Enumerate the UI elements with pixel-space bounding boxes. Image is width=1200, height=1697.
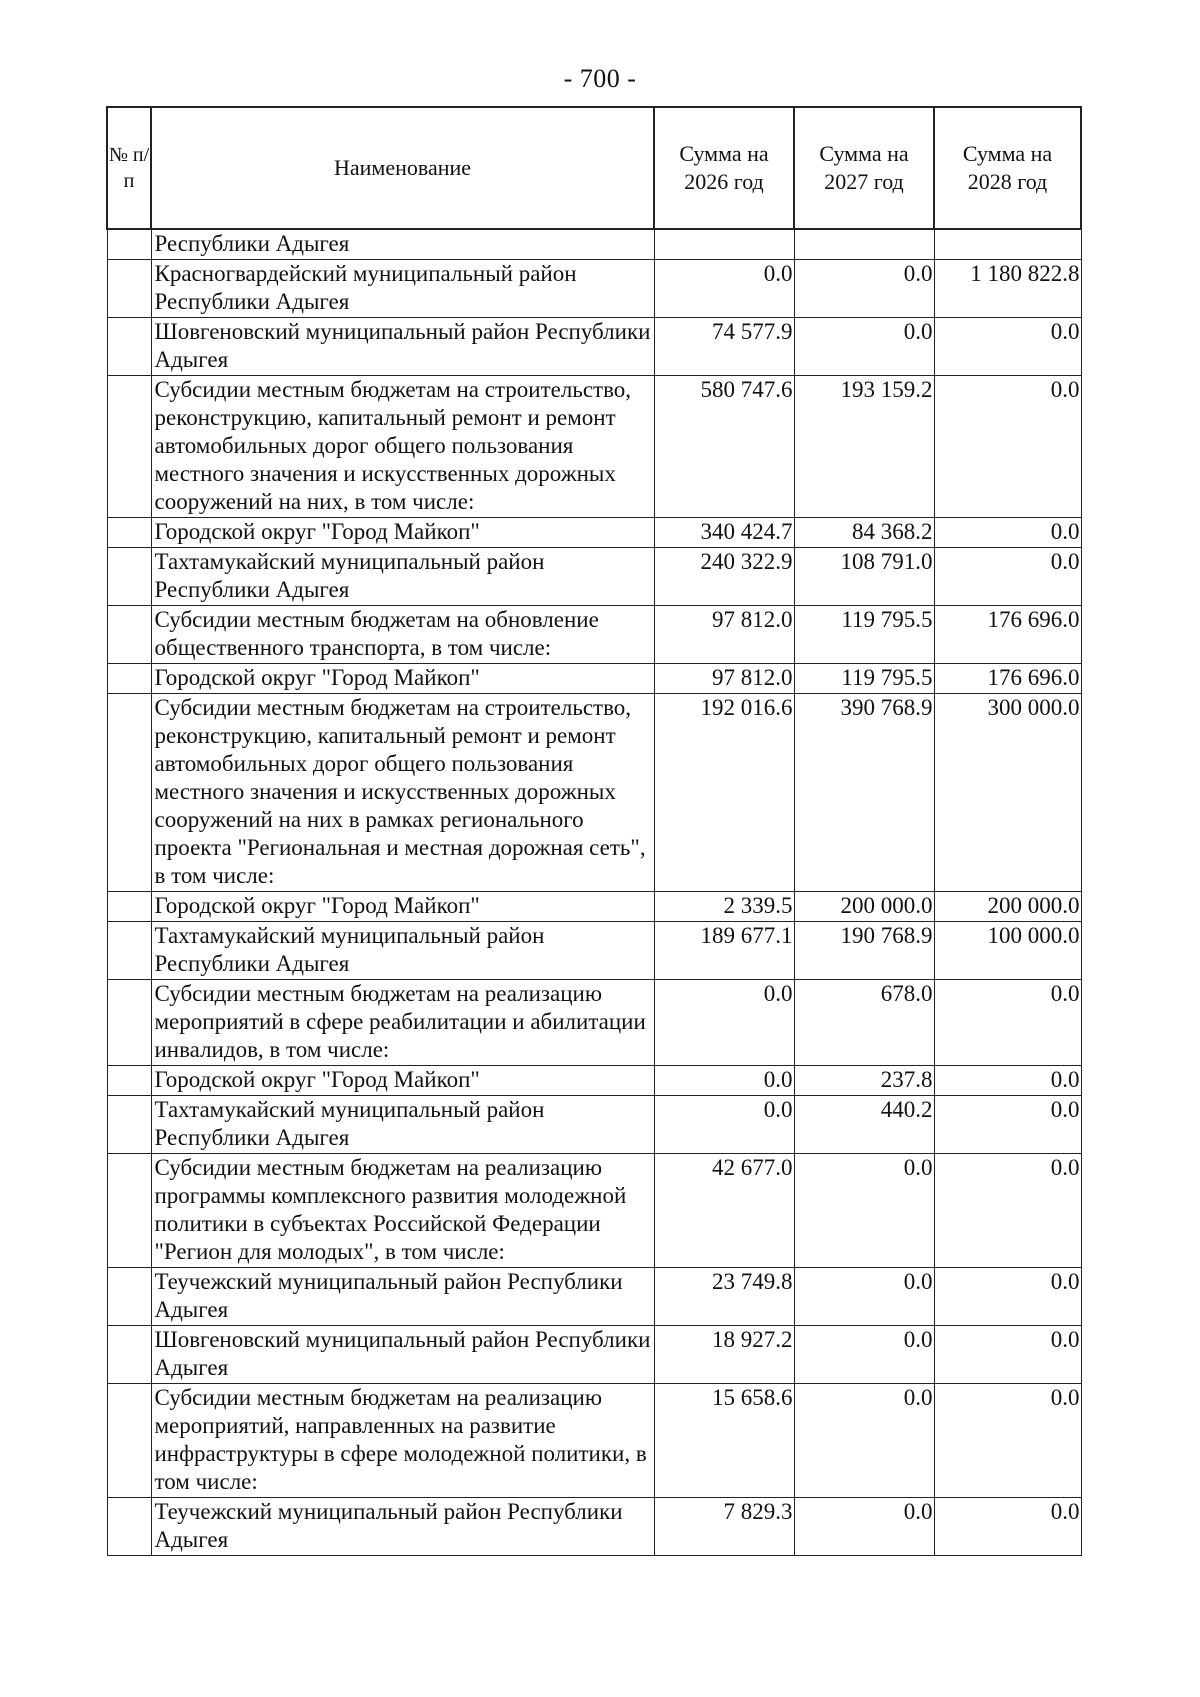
table-row [107, 260, 1081, 318]
row-number [107, 1326, 151, 1384]
row-number [107, 1498, 151, 1556]
row-value-2026: 23 749.8 [654, 1268, 794, 1326]
row-value-2026: 189 677.1 [654, 922, 794, 980]
table-row [107, 518, 1081, 548]
table-row [107, 980, 1081, 1066]
row-name: Теучежский муниципальный район Республики Адыгея [151, 1268, 654, 1326]
row-name: Республики Адыгея [151, 229, 654, 260]
table-row [107, 1066, 1081, 1096]
row-name: Шовгеновский муниципальный район Республики Адыгея [151, 1326, 654, 1384]
row-name: Субсидии местным бюджетам на реализацию мероприятий, направленных на развитие инфраструктуры в сфере молодежной политики, в том числе: [151, 1384, 654, 1498]
row-value-2027: 0.0 [794, 318, 934, 376]
row-value-2026: 580 747.6 [654, 376, 794, 518]
table-row [107, 318, 1081, 376]
row-name: Тахтамукайский муниципальный район Республики Адыгея [151, 1096, 654, 1154]
row-value-2028: 1 180 822.8 [934, 260, 1081, 318]
row-name: Субсидии местным бюджетам на строительство, реконструкцию, капитальный ремонт и ремонт автомобильных дорог общего пользования местного значения и искусственных дорожных сооружений на них, в том числе: [151, 376, 654, 518]
row-value-2028 [934, 229, 1081, 260]
row-number [107, 376, 151, 518]
row-name: Субсидии местным бюджетам на реализацию мероприятий в сфере реабилитации и абилитации инвалидов, в том числе: [151, 980, 654, 1066]
row-value-2027: 108 791.0 [794, 548, 934, 606]
row-value-2026: 74 577.9 [654, 318, 794, 376]
row-name: Субсидии местным бюджетам на обновление общественного транспорта, в том числе: [151, 606, 654, 664]
row-value-2026: 340 424.7 [654, 518, 794, 548]
row-value-2028: 0.0 [934, 1498, 1081, 1556]
row-value-2026: 0.0 [654, 980, 794, 1066]
row-name: Красногвардейский муниципальный район Республики Адыгея [151, 260, 654, 318]
row-value-2028: 176 696.0 [934, 606, 1081, 664]
row-value-2028: 300 000.0 [934, 694, 1081, 892]
row-number [107, 606, 151, 664]
row-value-2027: 390 768.9 [794, 694, 934, 892]
page-number: - 700 - [563, 64, 637, 93]
row-value-2028: 0.0 [934, 318, 1081, 376]
row-value-2027: 678.0 [794, 980, 934, 1066]
row-number [107, 518, 151, 548]
row-value-2028: 0.0 [934, 980, 1081, 1066]
row-value-2026 [654, 229, 794, 260]
row-value-2026: 18 927.2 [654, 1326, 794, 1384]
row-value-2027: 237.8 [794, 1066, 934, 1096]
row-name: Шовгеновский муниципальный район Республики Адыгея [151, 318, 654, 376]
row-value-2026: 0.0 [654, 1096, 794, 1154]
row-value-2027: 0.0 [794, 1154, 934, 1268]
row-number [107, 548, 151, 606]
row-name: Городской округ "Город Майкоп" [151, 1066, 654, 1096]
table-row [107, 1096, 1081, 1154]
row-value-2028: 200 000.0 [934, 892, 1081, 922]
row-name: Теучежский муниципальный район Республики Адыгея [151, 1498, 654, 1556]
row-value-2027: 440.2 [794, 1096, 934, 1154]
header-number: № п/п [107, 107, 151, 229]
header-2026: Сумма на 2026 год [654, 107, 794, 229]
row-value-2028: 0.0 [934, 518, 1081, 548]
row-value-2028: 0.0 [934, 548, 1081, 606]
table-row [107, 1384, 1081, 1498]
row-name: Тахтамукайский муниципальный район Республики Адыгея [151, 548, 654, 606]
row-name: Субсидии местным бюджетам на реализацию программы комплексного развития молодежной политики в субъектах Российской Федерации "Регион для молодых", в том числе: [151, 1154, 654, 1268]
row-number [107, 1384, 151, 1498]
row-number [107, 1096, 151, 1154]
row-value-2027: 0.0 [794, 1498, 934, 1556]
row-value-2028: 0.0 [934, 376, 1081, 518]
row-value-2027: 0.0 [794, 1326, 934, 1384]
row-value-2028: 0.0 [934, 1326, 1081, 1384]
row-number [107, 229, 151, 260]
row-value-2027: 119 795.5 [794, 606, 934, 664]
row-number [107, 318, 151, 376]
row-value-2027: 190 768.9 [794, 922, 934, 980]
row-value-2027: 200 000.0 [794, 892, 934, 922]
row-number [107, 260, 151, 318]
row-value-2026: 42 677.0 [654, 1154, 794, 1268]
table-row [107, 1268, 1081, 1326]
row-value-2026: 0.0 [654, 1066, 794, 1096]
row-number [107, 1066, 151, 1096]
table-row [107, 548, 1081, 606]
table-row [107, 606, 1081, 664]
table-row [107, 892, 1081, 922]
row-value-2028: 176 696.0 [934, 664, 1081, 694]
row-value-2028: 0.0 [934, 1066, 1081, 1096]
table-row [107, 694, 1081, 892]
table-row [107, 1326, 1081, 1384]
row-number [107, 1268, 151, 1326]
row-value-2026: 97 812.0 [654, 606, 794, 664]
table-row [107, 229, 1081, 260]
row-value-2028: 0.0 [934, 1384, 1081, 1498]
row-name: Городской округ "Город Майкоп" [151, 892, 654, 922]
row-value-2026: 192 016.6 [654, 694, 794, 892]
table-header [107, 107, 1081, 229]
row-name: Субсидии местным бюджетам на строительство, реконструкцию, капитальный ремонт и ремонт автомобильных дорог общего пользования местного значения и искусственных дорожных сооружений на них в рамках регионального проекта "Региональная и местная дорожная сеть", в том числе: [151, 694, 654, 892]
row-number [107, 1154, 151, 1268]
row-number [107, 664, 151, 694]
row-value-2028: 0.0 [934, 1096, 1081, 1154]
header-2028: Сумма на 2028 год [934, 107, 1081, 229]
row-number [107, 892, 151, 922]
row-name: Городской округ "Город Майкоп" [151, 518, 654, 548]
row-number [107, 694, 151, 892]
header-2027: Сумма на 2027 год [794, 107, 934, 229]
row-value-2027: 0.0 [794, 260, 934, 318]
row-value-2027 [794, 229, 934, 260]
row-name: Городской округ "Город Майкоп" [151, 664, 654, 694]
table-body [107, 229, 1081, 1556]
table-row [107, 664, 1081, 694]
table-row [107, 1154, 1081, 1268]
row-value-2027: 84 368.2 [794, 518, 934, 548]
row-name: Тахтамукайский муниципальный район Республики Адыгея [151, 922, 654, 980]
table-row [107, 1498, 1081, 1556]
table-row [107, 376, 1081, 518]
row-value-2026: 15 658.6 [654, 1384, 794, 1498]
row-value-2026: 7 829.3 [654, 1498, 794, 1556]
row-value-2028: 0.0 [934, 1154, 1081, 1268]
table-row [107, 922, 1081, 980]
header-name: Наименование [151, 107, 654, 229]
header-row [107, 107, 1081, 229]
row-number [107, 980, 151, 1066]
row-value-2027: 119 795.5 [794, 664, 934, 694]
row-value-2026: 0.0 [654, 260, 794, 318]
row-value-2028: 100 000.0 [934, 922, 1081, 980]
row-value-2027: 0.0 [794, 1384, 934, 1498]
row-value-2027: 193 159.2 [794, 376, 934, 518]
budget-table [106, 106, 1082, 1556]
row-number [107, 922, 151, 980]
row-value-2028: 0.0 [934, 1268, 1081, 1326]
row-value-2027: 0.0 [794, 1268, 934, 1326]
row-value-2026: 97 812.0 [654, 664, 794, 694]
row-value-2026: 2 339.5 [654, 892, 794, 922]
row-value-2026: 240 322.9 [654, 548, 794, 606]
